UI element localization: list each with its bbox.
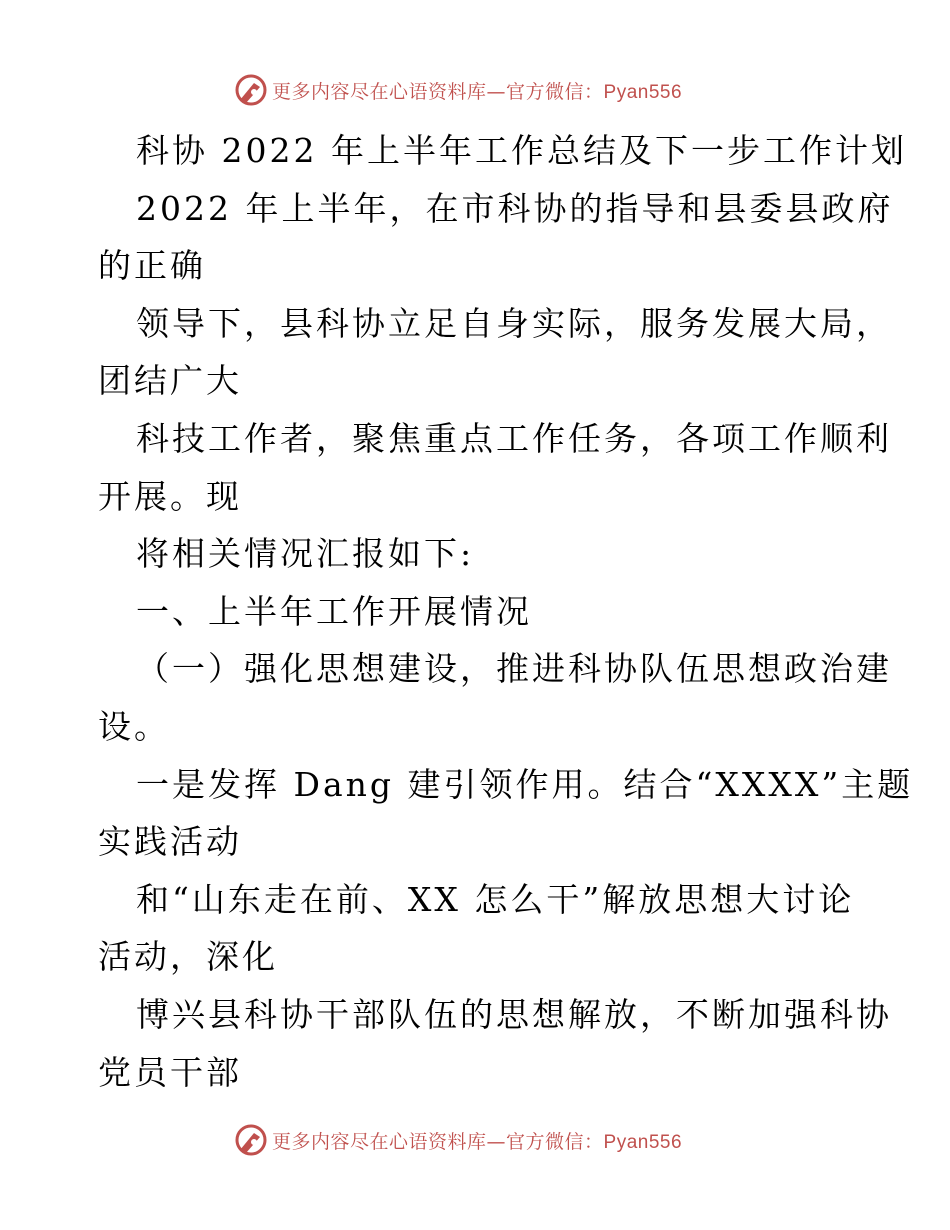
- paragraph-line: 2022 年上半年，在市科协的指导和县委县政府: [136, 188, 894, 228]
- watermark-text: 更多内容尽在心语资料库—官方微信：Pyan556: [272, 1130, 683, 1153]
- paragraph-line: 博兴县科协干部队伍的思想解放，不断加强科协: [136, 994, 892, 1034]
- paragraph-line: 设。: [98, 706, 170, 746]
- paragraph-line: 党员干部: [98, 1052, 242, 1092]
- header-watermark: [234, 72, 682, 108]
- document-title: 科协 2022 年上半年工作总结及下一步工作计划: [136, 131, 907, 170]
- paragraph-line: 将相关情况汇报如下:: [136, 534, 475, 574]
- paragraph-line: 活动，深化: [98, 937, 278, 977]
- paragraph-line: 和“山东走在前、XX 怎么干”解放思想大讨论: [136, 879, 855, 919]
- pen-logo-icon: [234, 73, 268, 107]
- paragraph-line: 开展。现: [98, 476, 242, 516]
- section-heading: 一、上半年工作开展情况: [136, 591, 532, 631]
- subsection-heading: （一）强化思想建设，推进科协队伍思想政治建: [136, 649, 892, 689]
- watermark-text: 更多内容尽在心语资料库—官方微信：Pyan556: [272, 80, 683, 103]
- paragraph-line: 团结广大: [98, 361, 242, 401]
- paragraph-line: 领导下，县科协立足自身实际，服务发展大局，: [136, 303, 892, 343]
- paragraph-line: 实践活动: [98, 822, 242, 862]
- footer-watermark: [234, 1122, 682, 1158]
- pen-logo-icon: [234, 1123, 268, 1157]
- document-body: [98, 122, 914, 1101]
- paragraph-line: 一是发挥 Dang 建引领作用。结合“XXXX”主题: [136, 764, 914, 804]
- paragraph-line: 科技工作者，聚焦重点工作任务，各项工作顺利: [136, 418, 892, 458]
- paragraph-line: 的正确: [98, 246, 206, 286]
